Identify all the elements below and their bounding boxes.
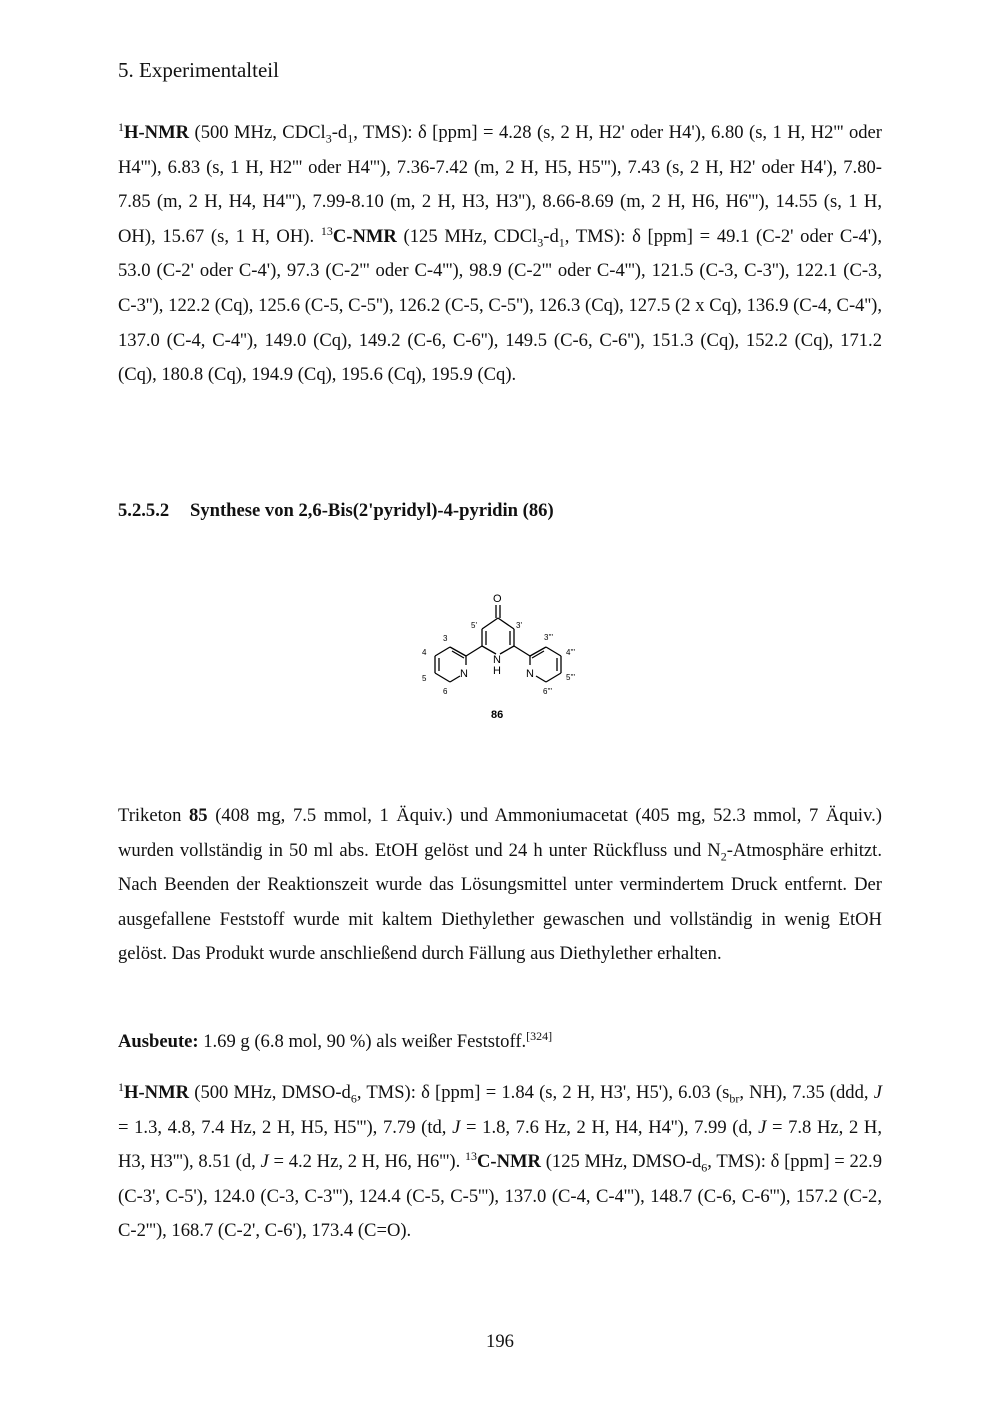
citation-ref: [324] [526,1028,553,1043]
atom-label-O: O [493,593,502,605]
chapter-header: 5. Experimentalteil [118,58,279,82]
c-nmr-label: NMR [496,1151,541,1173]
section-heading [118,500,554,522]
locant-5triple-prime: 5''' [566,673,576,682]
h-nmr-label: H-NMR [124,122,190,143]
locant-3prime: 3' [516,621,522,630]
atom-label-nh-n: N [493,654,501,666]
yield-value: 1.69 g (6.8 mol, 90 %) als weißer Feststoff. [198,1031,527,1052]
nmr-data-paragraph-2: $^1$H-NMR (500 MHz, DMSO-$d_6$, TMS): δ [ppm] = 1.84 (s, 2 H, H3', H5'), 6.03 ($s_{br}$, NH), 7.35 (ddd, J = 1.3, 4.8, 7.4 Hz, 2 H, H5, H5'''), 7.79 (td, J = 1.8, 7.6 Hz, 2 H, H4, H4''), 7.99 (d, J = 7.8 Hz, 2 H, H3, H3'''), 8.51 (d, J = 4.2 Hz, 2 H, H6, H6'''). $^{13}$C-NMR (125 MHz, DMSO-$d_6$, TMS): δ [ppm] = 22.9 (C-3', C-5'), 124.0 (C-3, C-3'''), 124.4 (C-5, C-5'''), 137.0 (C-4, C-4'''), 148.7 (C-6, C-6'''), 157.2 (C-2, C-2'''), 168.7 (C-2', C-6'), 173.4 (C=O). [118,1079,883,1242]
locant-3triple-prime: 3''' [544,633,554,642]
yield-label: Ausbeute: [118,1031,199,1052]
atom-label-n-left: N [460,668,468,680]
compound-number: 86 [491,709,504,721]
locant-6triple-prime: 6''' [543,687,553,696]
locant-3: 3 [443,634,448,643]
locant-6: 6 [443,687,448,696]
page-number: 196 [486,1331,514,1352]
locant-4: 4 [422,648,427,657]
compound-ref: 85 [189,805,208,826]
section-title: Synthese von 2,6-Bis(2'pyridyl)-4-pyridin (86) [190,500,554,521]
section-number: 5.2.5.2 [118,500,170,521]
locant-5: 5 [422,674,427,683]
yield-paragraph [118,1025,882,1060]
procedure-paragraph: Triketon 85 (408 mg, 7.5 mmol, 1 Äquiv.) und Ammoniumacetat (405 mg, 52.3 mmol, 7 Äquiv.) wurden vollständig in 50 ml abs. EtOH gelöst und 24 h unter Rückfluss und $N_2$-Atmosphäre erhitzt. Nach Beenden der Reaktionszeit wurde das Lösungsmittel unter vermindertem Druck entfernt. Der ausgefallene Feststoff wurde mit kaltem Diethylether gewaschen und vollständig in wenig EtOH gelöst. Das Produkt wurde anschließend durch Fällung aus Diethylether erhalten. [118,805,882,965]
superscript: 1 [118,119,124,134]
locant-5prime: 5' [471,621,477,630]
h-nmr-label: H-NMR [124,1082,190,1103]
atom-label-n-right: N [526,668,534,680]
nmr-data-paragraph-1: $^1$H-NMR (500 MHz, $CDCl_3-d_1$, TMS): δ [ppm] = 4.28 (s, 2 H, H2' oder H4'), 6.80 (s, 1 H, H2''' oder H4'''), 6.83 (s, 1 H, H2''' oder H4'''), 7.36-7.42 (m, 2 H, H5, H5'''), 7.43 (s, 2 H, H2' oder H4'), 7.80-7.85 (m, 2 H, H4, H4'''), 7.99-8.10 (m, 2 H, H3, H3''), 8.66-8.69 (m, 2 H, H6, H6'''), 14.55 (s, 1 H, OH), 15.67 (s, 1 H, OH). $^{13}$C-NMR (125 MHz, $CDCl_3-d_1$, TMS): δ [ppm] = 49.1 (C-2' oder C-4'), 53.0 (C-2' oder C-4'), 97.3 (C-2''' oder C-4'''), 98.9 (C-2''' oder C-4'''), 121.5 (C-3, C-3''), 122.1 (C-3, C-3''), 122.2 (Cq), 125.6 (C-5, C-5''), 126.2 (C-5, C-5''), 126.3 (Cq), 127.5 (2 x Cq), 136.9 (C-4, C-4''), 137.0 (C-4, C-4''), 149.0 (Cq), 149.2 (C-6, C-6''), 149.5 (C-6, C-6''), 151.3 (Cq), 152.2 (Cq), 171.2 (Cq), 180.8 (Cq), 194.9 (Cq), 195.6 (Cq), 195.9 (Cq). [118,119,882,386]
chemical-structure-86 [400,585,600,730]
atom-label-nh-h: H [493,665,501,677]
c-nmr-label: NMR [352,225,397,247]
locant-4triple-prime: 4''' [566,648,576,657]
